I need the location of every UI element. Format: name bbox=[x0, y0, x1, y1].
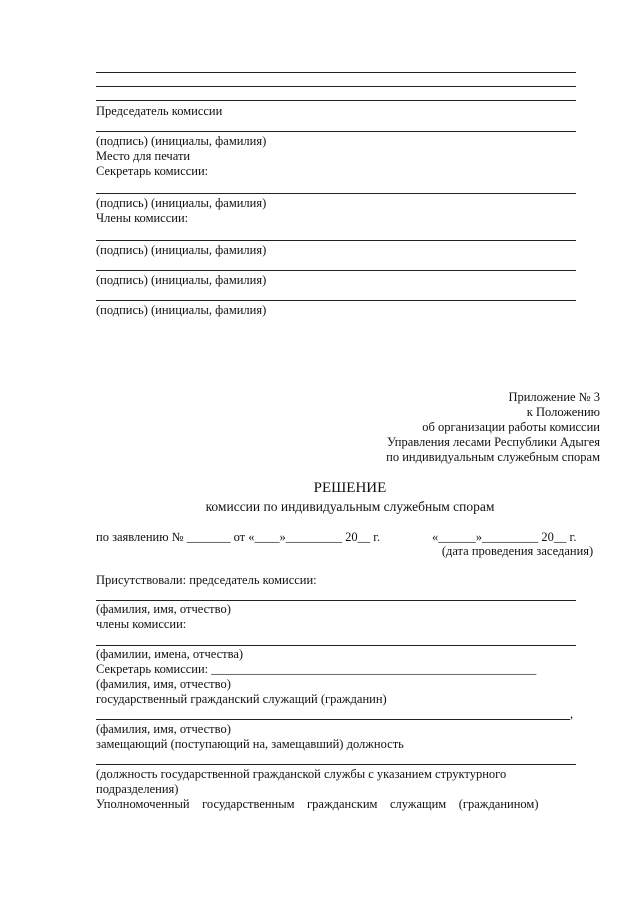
blank-line bbox=[96, 764, 576, 765]
signature-caption: (подпись) (инициалы, фамилия) bbox=[96, 243, 267, 257]
blank-line bbox=[96, 645, 576, 646]
secretary-label: Секретарь комиссии: bbox=[96, 164, 209, 178]
appendix-line: по индивидуальным служебным спорам bbox=[386, 450, 600, 464]
fio-caption: (фамилия, имя, отчество) bbox=[96, 722, 231, 736]
seal-label: Место для печати bbox=[96, 149, 191, 163]
civil-servant-label: государственный гражданский служащий (гражданин) bbox=[96, 692, 387, 706]
appendix-line: к Положению bbox=[526, 405, 600, 419]
blank-line bbox=[96, 600, 576, 601]
appendix-line: Управления лесами Республики Адыгея bbox=[387, 435, 600, 449]
chairman-label: Председатель комиссии bbox=[96, 104, 223, 118]
signature-caption: (подпись) (инициалы, фамилия) bbox=[96, 303, 267, 317]
secretary-line: Секретарь комиссии: ____________________________________________________ bbox=[96, 662, 537, 676]
members-label: Члены комиссии: bbox=[96, 211, 189, 225]
signature-line bbox=[96, 240, 576, 241]
decision-title: РЕШЕНИЕ bbox=[313, 480, 387, 496]
signature-line bbox=[96, 300, 576, 301]
signature-caption: (подпись) (инициалы, фамилия) bbox=[96, 196, 267, 210]
signature-line bbox=[96, 193, 576, 194]
signature-caption: (подпись) (инициалы, фамилия) bbox=[96, 273, 267, 287]
blank-line bbox=[96, 72, 576, 73]
fio-caption: (фамилия, имя, отчество) bbox=[96, 677, 231, 691]
position-caption: подразделения) bbox=[96, 782, 179, 796]
signature-line bbox=[96, 270, 576, 271]
position-label: замещающий (поступающий на, замещавший) должность bbox=[96, 737, 404, 751]
blank-line bbox=[96, 86, 576, 87]
fio-plural-caption: (фамилии, имена, отчества) bbox=[96, 647, 244, 661]
blank-line bbox=[96, 100, 576, 101]
appendix-line: об организации работы комиссии bbox=[422, 420, 600, 434]
appendix-number: Приложение № 3 bbox=[508, 390, 600, 404]
meeting-date-caption: (дата проведения заседания) bbox=[441, 544, 594, 558]
fio-caption: (фамилия, имя, отчество) bbox=[96, 602, 231, 616]
meeting-date: «______»_________ 20__ г. bbox=[432, 530, 577, 544]
blank-line bbox=[96, 719, 570, 720]
application-line: по заявлению № _______ от «____»_________ 20__ г. bbox=[96, 530, 381, 544]
members-label: члены комиссии: bbox=[96, 617, 187, 631]
signature-caption: (подпись) (инициалы, фамилия) bbox=[96, 134, 267, 148]
authorized-line: Уполномоченный государственным гражданским служащим (гражданином) bbox=[96, 797, 539, 811]
comma: , bbox=[570, 707, 574, 721]
signature-line bbox=[96, 131, 576, 132]
position-caption: (должность государственной гражданской службы с указанием структурного bbox=[96, 767, 507, 781]
present-label: Присутствовали: председатель комиссии: bbox=[96, 573, 317, 587]
decision-subtitle: комиссии по индивидуальным служебным спорам bbox=[205, 499, 495, 514]
